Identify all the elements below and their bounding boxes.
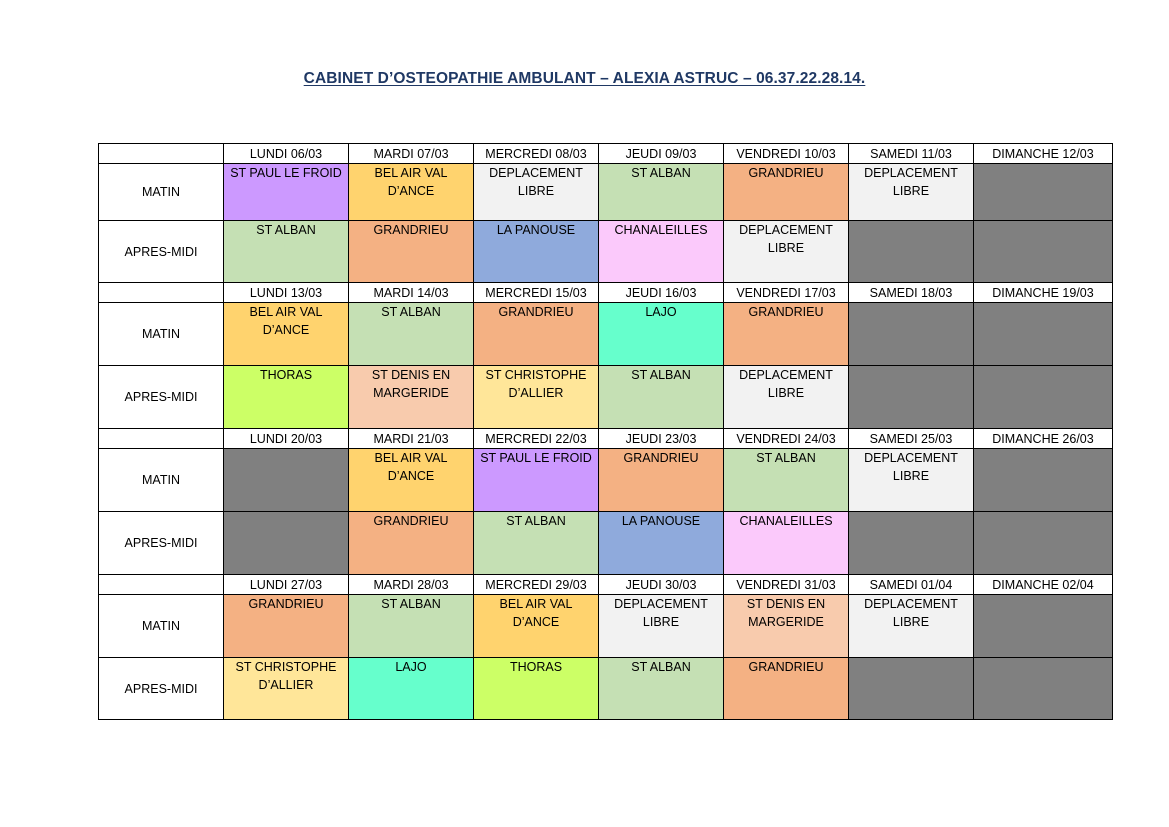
page-title: CABINET D’OSTEOPATHIE AMBULANT – ALEXIA ASTRUC – 06.37.22.28.14. — [303, 70, 866, 87]
day-header: SAMEDI 01/04 — [849, 575, 974, 595]
day-header: LUNDI 20/03 — [224, 429, 349, 449]
morning-row — [99, 595, 1113, 658]
week-header-row — [99, 144, 1113, 164]
day-header: SAMEDI 25/03 — [849, 429, 974, 449]
location-cell: ST ALBAN — [474, 512, 599, 575]
morning-row — [99, 164, 1113, 221]
location-cell: GRANDRIEU — [349, 512, 474, 575]
location-cell: CHANALEILLES — [599, 221, 724, 283]
day-header: MARDI 28/03 — [349, 575, 474, 595]
morning-label: MATIN — [99, 164, 224, 221]
location-cell: ST ALBAN — [599, 366, 724, 429]
closed-cell — [974, 303, 1113, 366]
closed-cell — [974, 449, 1113, 512]
day-header: MERCREDI 29/03 — [474, 575, 599, 595]
location-cell: BEL AIR VAL D’ANCE — [349, 449, 474, 512]
location-cell: DEPLACEMENT LIBRE — [724, 366, 849, 429]
day-header: MERCREDI 22/03 — [474, 429, 599, 449]
day-header: LUNDI 06/03 — [224, 144, 349, 164]
location-cell: DEPLACEMENT LIBRE — [599, 595, 724, 658]
week-header-row — [99, 575, 1113, 595]
day-header: MARDI 14/03 — [349, 283, 474, 303]
header-blank-cell — [99, 144, 224, 164]
day-header: MERCREDI 15/03 — [474, 283, 599, 303]
closed-cell — [974, 595, 1113, 658]
morning-label: MATIN — [99, 303, 224, 366]
week-header-row — [99, 429, 1113, 449]
location-cell: GRANDRIEU — [224, 595, 349, 658]
day-header: SAMEDI 11/03 — [849, 144, 974, 164]
location-cell: ST DENIS EN MARGERIDE — [349, 366, 474, 429]
day-header: JEUDI 16/03 — [599, 283, 724, 303]
day-header: LUNDI 27/03 — [224, 575, 349, 595]
closed-cell — [974, 512, 1113, 575]
closed-cell — [974, 366, 1113, 429]
header-blank-cell — [99, 283, 224, 303]
day-header: MARDI 07/03 — [349, 144, 474, 164]
location-cell: DEPLACEMENT LIBRE — [849, 449, 974, 512]
location-cell: CHANALEILLES — [724, 512, 849, 575]
location-cell: ST PAUL LE FROID — [224, 164, 349, 221]
location-cell: BEL AIR VAL D’ANCE — [224, 303, 349, 366]
closed-cell — [224, 449, 349, 512]
day-header: MERCREDI 08/03 — [474, 144, 599, 164]
day-header: VENDREDI 24/03 — [724, 429, 849, 449]
day-header: JEUDI 30/03 — [599, 575, 724, 595]
morning-label: MATIN — [99, 449, 224, 512]
location-cell: ST ALBAN — [349, 303, 474, 366]
location-cell: DEPLACEMENT LIBRE — [474, 164, 599, 221]
day-header: SAMEDI 18/03 — [849, 283, 974, 303]
closed-cell — [974, 658, 1113, 720]
afternoon-row — [99, 366, 1113, 429]
location-cell: GRANDRIEU — [349, 221, 474, 283]
day-header: JEUDI 09/03 — [599, 144, 724, 164]
afternoon-label: APRES-MIDI — [99, 658, 224, 720]
location-cell: ST PAUL LE FROID — [474, 449, 599, 512]
location-cell: GRANDRIEU — [474, 303, 599, 366]
day-header: VENDREDI 31/03 — [724, 575, 849, 595]
header-blank-cell — [99, 429, 224, 449]
closed-cell — [974, 221, 1113, 283]
location-cell: GRANDRIEU — [724, 658, 849, 720]
week-header-row — [99, 283, 1113, 303]
closed-cell — [849, 512, 974, 575]
header-blank-cell — [99, 575, 224, 595]
day-header: DIMANCHE 02/04 — [974, 575, 1113, 595]
location-cell: DEPLACEMENT LIBRE — [724, 221, 849, 283]
afternoon-label: APRES-MIDI — [99, 221, 224, 283]
day-header: VENDREDI 17/03 — [724, 283, 849, 303]
closed-cell — [849, 221, 974, 283]
day-header: DIMANCHE 26/03 — [974, 429, 1113, 449]
day-header: DIMANCHE 12/03 — [974, 144, 1113, 164]
location-cell: THORAS — [474, 658, 599, 720]
location-cell: DEPLACEMENT LIBRE — [849, 595, 974, 658]
schedule-body — [99, 144, 1113, 720]
location-cell: DEPLACEMENT LIBRE — [849, 164, 974, 221]
location-cell: ST ALBAN — [349, 595, 474, 658]
closed-cell — [849, 366, 974, 429]
afternoon-label: APRES-MIDI — [99, 512, 224, 575]
location-cell: ST ALBAN — [224, 221, 349, 283]
location-cell: GRANDRIEU — [599, 449, 724, 512]
day-header: DIMANCHE 19/03 — [974, 283, 1113, 303]
morning-row — [99, 449, 1113, 512]
location-cell: BEL AIR VAL D’ANCE — [349, 164, 474, 221]
location-cell: LA PANOUSE — [599, 512, 724, 575]
day-header: VENDREDI 10/03 — [724, 144, 849, 164]
schedule-table — [98, 143, 1113, 720]
afternoon-row — [99, 512, 1113, 575]
location-cell: LA PANOUSE — [474, 221, 599, 283]
closed-cell — [849, 658, 974, 720]
location-cell: ST ALBAN — [599, 658, 724, 720]
location-cell: ST ALBAN — [599, 164, 724, 221]
closed-cell — [224, 512, 349, 575]
location-cell: ST ALBAN — [724, 449, 849, 512]
morning-row — [99, 303, 1113, 366]
day-header: MARDI 21/03 — [349, 429, 474, 449]
location-cell: BEL AIR VAL D’ANCE — [474, 595, 599, 658]
day-header: LUNDI 13/03 — [224, 283, 349, 303]
closed-cell — [849, 303, 974, 366]
morning-label: MATIN — [99, 595, 224, 658]
location-cell: LAJO — [349, 658, 474, 720]
location-cell: ST CHRISTOPHE D’ALLIER — [474, 366, 599, 429]
location-cell: ST CHRISTOPHE D’ALLIER — [224, 658, 349, 720]
afternoon-row — [99, 658, 1113, 720]
location-cell: LAJO — [599, 303, 724, 366]
afternoon-label: APRES-MIDI — [99, 366, 224, 429]
location-cell: GRANDRIEU — [724, 303, 849, 366]
day-header: JEUDI 23/03 — [599, 429, 724, 449]
location-cell: GRANDRIEU — [724, 164, 849, 221]
closed-cell — [974, 164, 1113, 221]
location-cell: ST DENIS EN MARGERIDE — [724, 595, 849, 658]
location-cell: THORAS — [224, 366, 349, 429]
afternoon-row — [99, 221, 1113, 283]
